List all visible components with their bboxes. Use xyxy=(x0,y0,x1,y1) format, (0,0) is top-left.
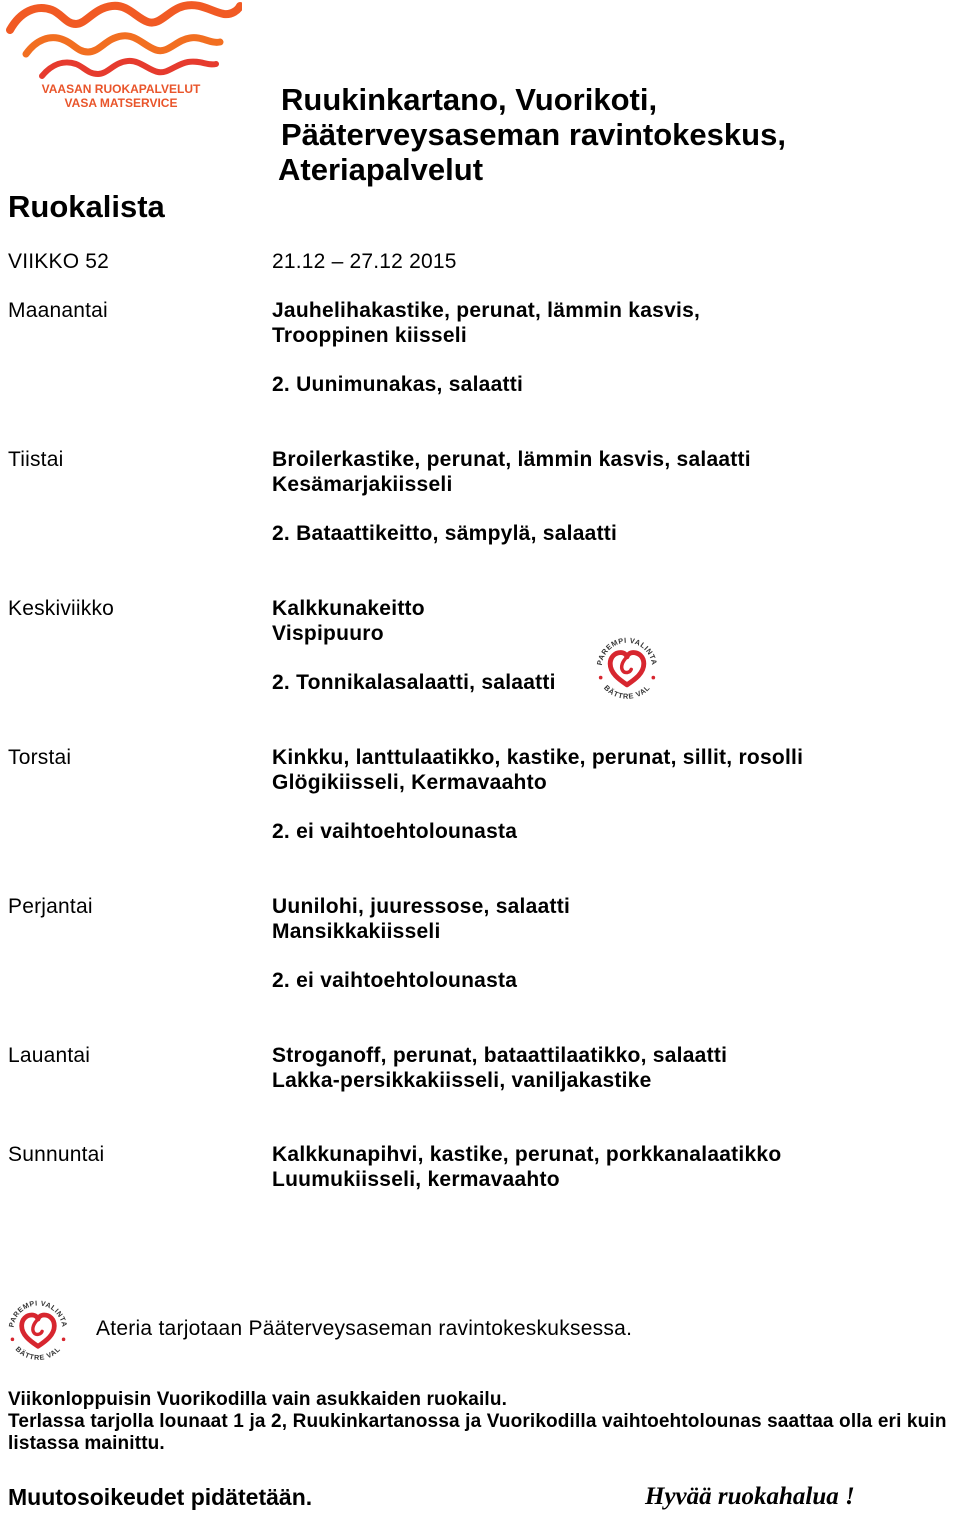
meal-line: Uunilohi, juuressose, salaatti xyxy=(272,895,571,918)
rights-notice: Muutosoikeudet pidätetään. xyxy=(8,1484,313,1510)
meal-line: Trooppinen kiisseli xyxy=(272,324,467,347)
weekend-note: Viikonloppuisin Vuorikodilla vain asukkaiden ruokailu. xyxy=(8,1389,508,1410)
week-dates: 21.12 – 27.12 2015 xyxy=(272,250,457,273)
day-name: Keskiviikko xyxy=(8,597,115,620)
day-friday xyxy=(0,894,960,994)
title-line: Ruukinkartano, Vuorikoti, xyxy=(281,82,658,117)
meal-line: Kinkku, lanttulaatikko, kastike, perunat, sillit, rosolli xyxy=(272,746,804,769)
meal-line: Kalkkunapihvi, kastike, perunat, porkkanalaatikko xyxy=(272,1143,782,1166)
week-number: VIIKKO 52 xyxy=(8,250,110,273)
meal-line: Kalkkunakeitto xyxy=(272,597,425,620)
meal-line: Vispipuuro xyxy=(272,622,384,645)
meal-line: Mansikkakiisseli xyxy=(272,920,441,943)
menu-heading: Ruokalista xyxy=(8,189,165,224)
meal-line: Jauhelihakastike, perunat, lämmin kasvis, xyxy=(272,299,701,322)
day-sunday xyxy=(0,1142,960,1242)
meal-line: Lakka-persikkakiisseli, vaniljakastike xyxy=(272,1069,652,1092)
footer-note: Ateria tarjotaan Pääterveysaseman ravintokeskuksessa. xyxy=(96,1317,633,1340)
day-name: Lauantai xyxy=(8,1044,91,1067)
badge-bottom-text: BÄTTRE VAL xyxy=(13,1345,63,1363)
day-thursday xyxy=(0,745,960,845)
alternative-meal: 2. ei vaihtoehtolounasta xyxy=(272,820,518,843)
heart-badge-icon xyxy=(4,1296,72,1364)
badge-bottom-text: BÄTTRE VAL xyxy=(602,683,652,701)
page-title xyxy=(278,82,786,187)
title-line: Ateriapalvelut xyxy=(278,152,484,187)
meal-line: Broilerkastike, perunat, lämmin kasvis, salaatti xyxy=(272,448,751,471)
greeting: Hyvää ruokahalua ! xyxy=(645,1483,855,1510)
heart-curl xyxy=(622,657,632,673)
day-name: Tiistai xyxy=(8,448,64,471)
badge-dot xyxy=(652,676,656,680)
badge-dot xyxy=(599,676,603,680)
logo-text-line: VAASAN RUOKAPALVELUT xyxy=(41,82,201,96)
day-saturday xyxy=(0,1043,960,1143)
alternative-meal: 2. ei vaihtoehtolounasta xyxy=(272,969,518,992)
parempi-valinta-badge xyxy=(592,633,662,703)
meal-line: Kesämarjakiisseli xyxy=(272,473,453,496)
badge-top-text: PAREMPI VALINTA xyxy=(7,1299,69,1329)
day-name: Perjantai xyxy=(8,895,93,918)
info-note: Terlassa tarjolla lounaat 1 ja 2, Ruukinkartanossa ja Vuorikodilla vaihtoehtolounas saattaa olla eri kuin listassa mainittu. xyxy=(8,1411,947,1454)
logo-text-line: VASA MATSERVICE xyxy=(64,96,178,110)
alternative-meal: 2. Uunimunakas, salaatti xyxy=(272,373,524,396)
day-name: Maanantai xyxy=(8,299,108,322)
badge-dot xyxy=(11,1338,15,1342)
alternative-meal: 2. Bataattikeitto, sämpylä, salaatti xyxy=(272,522,618,545)
vaasan-ruokapalvelut-logo xyxy=(0,0,245,112)
logo-text xyxy=(30,82,212,110)
day-wednesday xyxy=(0,596,960,696)
day-name: Torstai xyxy=(8,746,72,769)
wave-logo-icon xyxy=(2,0,242,80)
badge-top-text: PAREMPI VALINTA xyxy=(594,635,660,667)
meal-line: Luumukiisseli, kermavaahto xyxy=(272,1168,560,1191)
parempi-valinta-badge xyxy=(4,1296,72,1364)
badge-dot xyxy=(62,1338,66,1342)
meal-line: Glögikiisseli, Kermavaahto xyxy=(272,771,547,794)
day-name: Sunnuntai xyxy=(8,1143,105,1166)
meal-line: Stroganoff, perunat, bataattilaatikko, salaatti xyxy=(272,1044,728,1067)
heart-curl xyxy=(33,1319,42,1334)
alternative-meal: 2. Tonnikalasalaatti, salaatti xyxy=(272,671,556,694)
heart-badge-icon xyxy=(592,633,662,703)
day-monday xyxy=(0,298,960,398)
day-tuesday xyxy=(0,447,960,547)
title-line: Pääterveysaseman ravintokeskus, xyxy=(281,117,786,152)
